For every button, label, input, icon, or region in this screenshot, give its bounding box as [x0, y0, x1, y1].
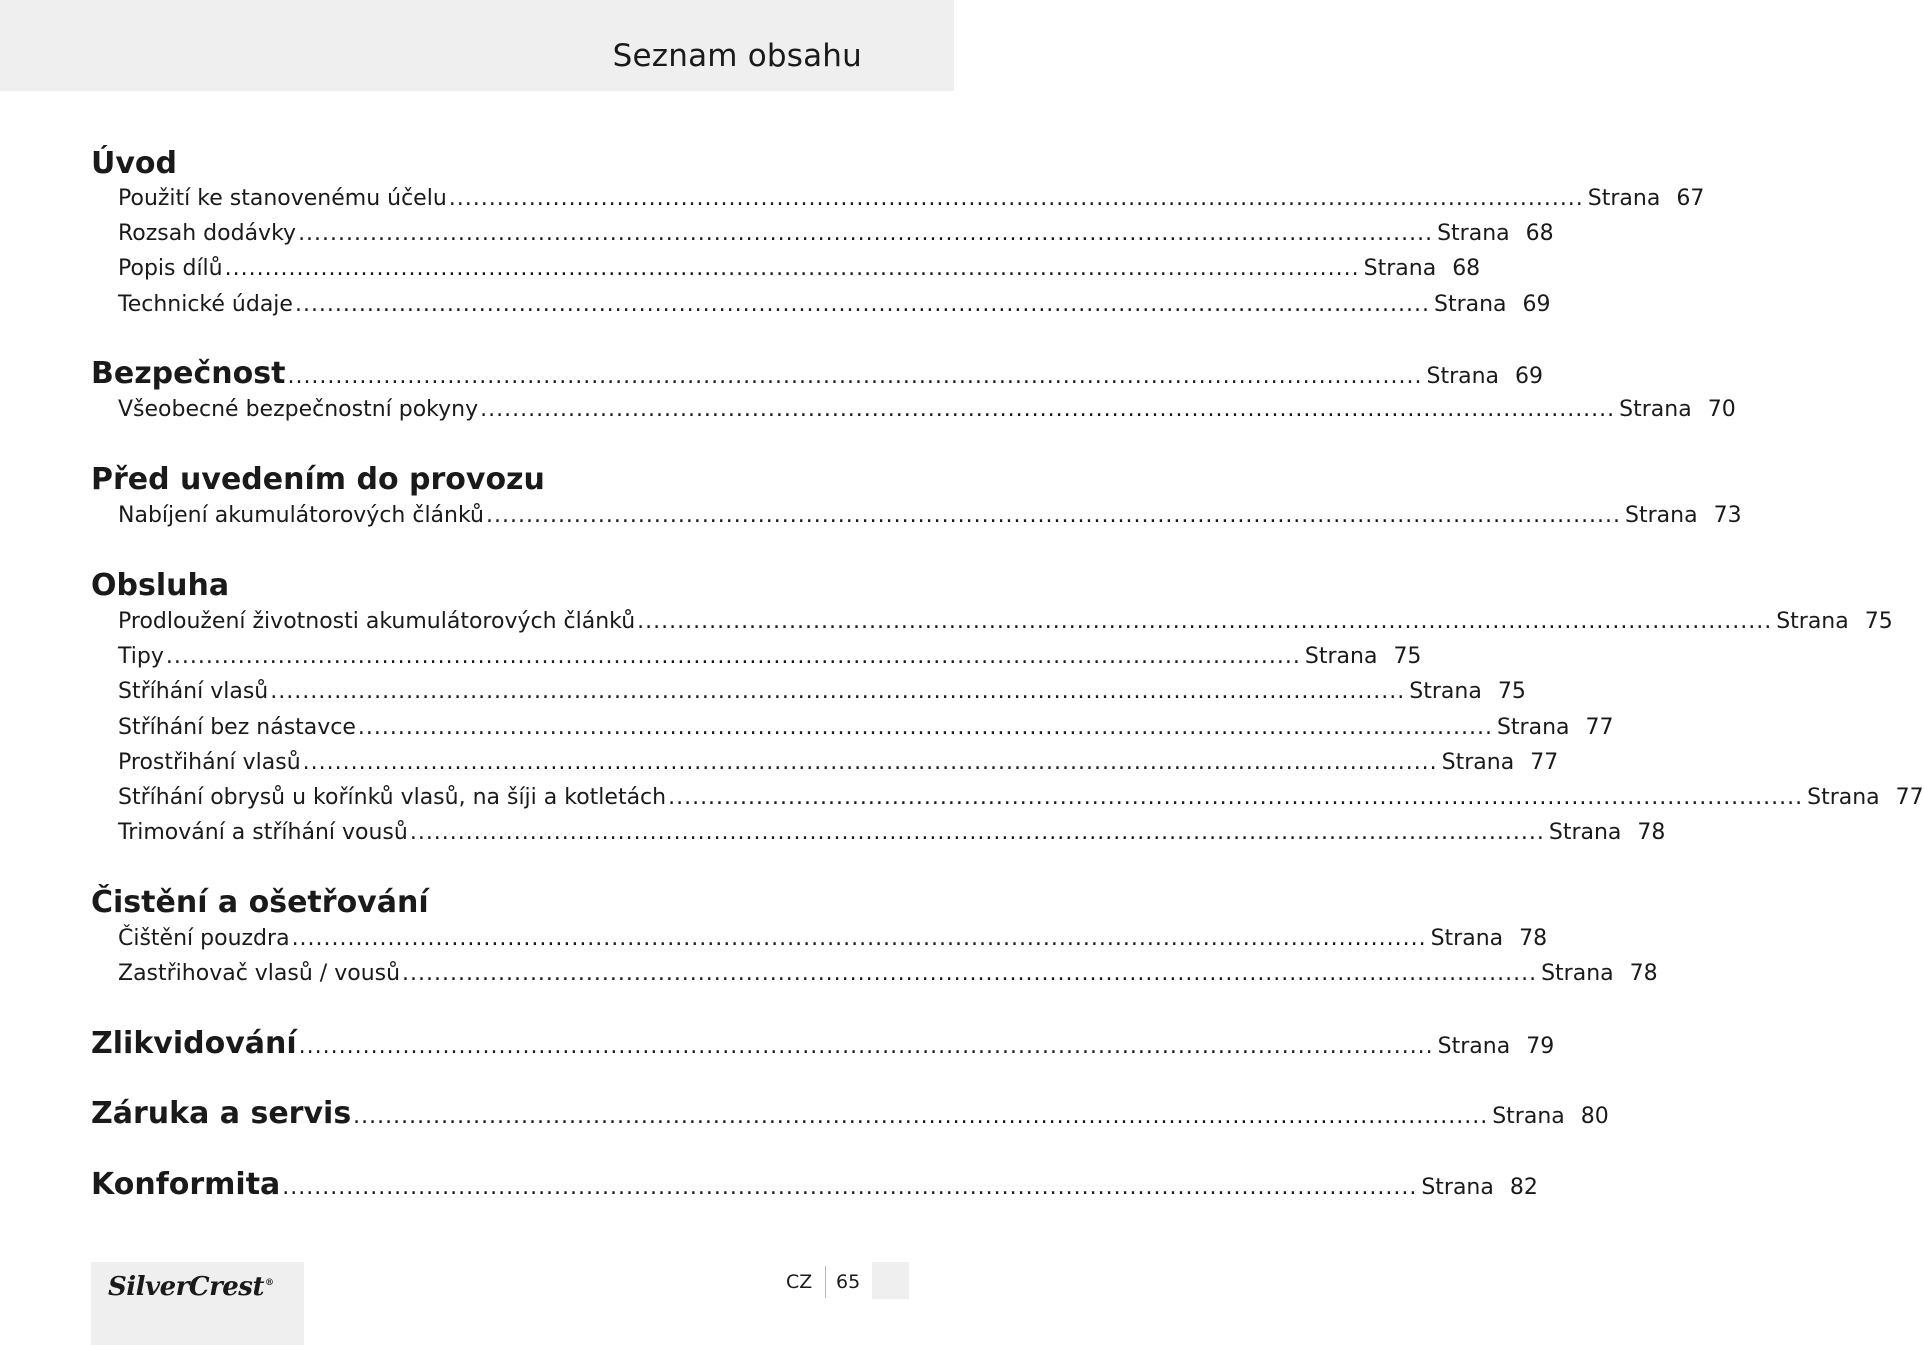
toc-entry-label: Technické údaje: [118, 292, 293, 317]
toc-entry[interactable]: [118, 820, 1666, 845]
toc-page-number: 68: [1452, 256, 1481, 281]
dot-leader: ..............................................................................................................................................: [302, 750, 1438, 775]
toc-strana-label: Strana: [1363, 256, 1437, 281]
dot-leader: ..............................................................................................................................................: [480, 397, 1616, 422]
toc-entry[interactable]: [118, 961, 1658, 986]
dot-leader: ..............................................................................................................................................: [402, 961, 1538, 986]
toc-page-number: 77: [1585, 715, 1614, 740]
trademark-mark: ®: [264, 1278, 274, 1289]
page-number: 65: [836, 1271, 861, 1293]
toc-entry[interactable]: [118, 715, 1614, 740]
brand-logo-text: [108, 1272, 273, 1302]
dot-leader: ..............................................................................................................................................: [448, 186, 1584, 211]
toc-entry-label: Nabíjení akumulátorových článků: [118, 503, 484, 528]
toc-heading-zaruka[interactable]: [91, 1096, 1609, 1131]
toc-page-number: 75: [1864, 609, 1893, 634]
toc-entry-label: Trimování a stříhání vousů: [118, 820, 408, 845]
toc-strana-label: Strana: [1492, 1104, 1565, 1129]
dot-leader: ..............................................................................................................................................: [270, 679, 1406, 704]
brand-name: SilverCrest: [108, 1272, 264, 1302]
toc-heading-pred-uvedenim: Před uvedením do provozu: [91, 462, 545, 497]
toc-page-number: 69: [1515, 364, 1544, 389]
toc-strana-label: Strana: [1496, 715, 1570, 740]
toc-page-number: 78: [1519, 926, 1548, 951]
toc-heading-uvod: Úvod: [91, 146, 178, 181]
toc-entry-label: Rozsah dodávky: [118, 221, 297, 246]
toc-page-number: 78: [1629, 961, 1658, 986]
toc-entry[interactable]: [118, 926, 1548, 951]
dot-leader: ..............................................................................................................................................: [291, 926, 1427, 951]
toc-strana-label: Strana: [1433, 292, 1507, 317]
toc-entry-label: Stříhání bez nástavce: [118, 715, 356, 740]
toc-strana-label: Strana: [1430, 926, 1504, 951]
toc-page-number: 78: [1637, 820, 1666, 845]
toc-strana-label: Strana: [1807, 785, 1880, 810]
toc-heading-label: Záruka a servis: [91, 1096, 352, 1131]
toc-entry-label: Stříhání vlasů: [118, 679, 269, 704]
toc-strana-label: Strana: [1437, 221, 1510, 246]
toc-strana-label: Strana: [1619, 397, 1692, 422]
toc-strana-label: Strana: [1587, 186, 1661, 211]
toc-entry-label: Prostřihání vlasů: [118, 750, 301, 775]
toc-entry[interactable]: [118, 503, 1742, 528]
toc-entry-label: Tipy: [118, 644, 164, 669]
toc-entry[interactable]: [118, 256, 1481, 281]
toc-heading-konformita[interactable]: [91, 1167, 1538, 1202]
toc-page-number: 75: [1393, 644, 1422, 669]
toc-heading-label: Bezpečnost: [91, 356, 286, 391]
toc-strana-label: Strana: [1776, 609, 1849, 634]
toc-entry-label: Stříhání obrysů u kořínků vlasů, na šíji a kotletách: [118, 785, 667, 810]
toc-entry-label: Popis dílů: [118, 256, 223, 281]
toc-entry-label: Použití ke stanovenému účelu: [118, 186, 447, 211]
dot-leader: ..............................................................................................................................................: [282, 1175, 1418, 1200]
toc-entry[interactable]: [118, 644, 1422, 669]
toc-page-number: 79: [1526, 1034, 1555, 1059]
toc-page-number: 70: [1707, 397, 1736, 422]
toc-page-number: 67: [1676, 186, 1705, 211]
toc-strana-label: Strana: [1625, 503, 1698, 528]
dot-leader: ..............................................................................................................................................: [353, 1104, 1489, 1129]
toc-heading-label: Zlikvidování: [91, 1026, 297, 1061]
dot-leader: ..............................................................................................................................................: [287, 364, 1423, 389]
toc-page-number: 80: [1580, 1104, 1609, 1129]
dot-leader: ..............................................................................................................................................: [224, 256, 1360, 281]
toc-entry[interactable]: [118, 221, 1554, 246]
toc-entry[interactable]: [118, 609, 1893, 634]
dot-leader: ..............................................................................................................................................: [298, 1034, 1434, 1059]
footer-divider: [825, 1266, 826, 1298]
dot-leader: ..............................................................................................................................................: [294, 292, 1430, 317]
toc-heading-cisteni: Čistění a ošetřování: [91, 885, 429, 920]
toc-entry-label: Zastřihovač vlasů / vousů: [118, 961, 401, 986]
toc-heading-bezpecnost[interactable]: [91, 356, 1544, 391]
toc-page-number: 82: [1509, 1175, 1538, 1200]
page-title: Seznam obsahu: [612, 38, 862, 74]
toc-entry-label: Prodloužení životnosti akumulátorových článků: [118, 609, 636, 634]
toc-strana-label: Strana: [1421, 1175, 1494, 1200]
toc-page-number: 75: [1497, 679, 1526, 704]
dot-leader: ..............................................................................................................................................: [668, 785, 1804, 810]
toc-entry-label: Všeobecné bezpečnostní pokyny: [118, 397, 479, 422]
toc-strana-label: Strana: [1437, 1034, 1511, 1059]
dot-leader: ..............................................................................................................................................: [486, 503, 1622, 528]
toc-entry[interactable]: [118, 750, 1559, 775]
dot-leader: ..............................................................................................................................................: [298, 221, 1434, 246]
toc-strana-label: Strana: [1441, 750, 1515, 775]
dot-leader: ..............................................................................................................................................: [637, 609, 1773, 634]
toc-heading-zlikvidovani[interactable]: [91, 1026, 1555, 1061]
toc-page-number: 68: [1525, 221, 1554, 246]
toc-strana-label: Strana: [1541, 961, 1614, 986]
toc-page-number: 77: [1530, 750, 1559, 775]
toc-entry-label: Čištění pouzdra: [118, 926, 290, 951]
toc-heading-label: Konformita: [91, 1167, 281, 1202]
toc-entry[interactable]: [118, 186, 1705, 211]
brand-logo: [91, 1262, 304, 1345]
dot-leader: ..............................................................................................................................................: [409, 820, 1545, 845]
dot-leader: ..............................................................................................................................................: [165, 644, 1301, 669]
toc-entry[interactable]: [118, 785, 1924, 810]
toc-page-number: 69: [1522, 292, 1551, 317]
toc-strana-label: Strana: [1304, 644, 1378, 669]
footer-tab: [872, 1262, 909, 1299]
toc-heading-obsluha: Obsluha: [91, 568, 230, 603]
toc-entry[interactable]: [118, 679, 1526, 704]
language-code: CZ: [786, 1271, 813, 1293]
toc-strana-label: Strana: [1426, 364, 1500, 389]
toc-entry[interactable]: [118, 292, 1551, 317]
toc-page-number: 77: [1895, 785, 1924, 810]
dot-leader: ..............................................................................................................................................: [357, 715, 1493, 740]
toc-strana-label: Strana: [1548, 820, 1622, 845]
toc-strana-label: Strana: [1409, 679, 1482, 704]
toc-entry[interactable]: [118, 397, 1736, 422]
toc-page-number: 73: [1713, 503, 1742, 528]
